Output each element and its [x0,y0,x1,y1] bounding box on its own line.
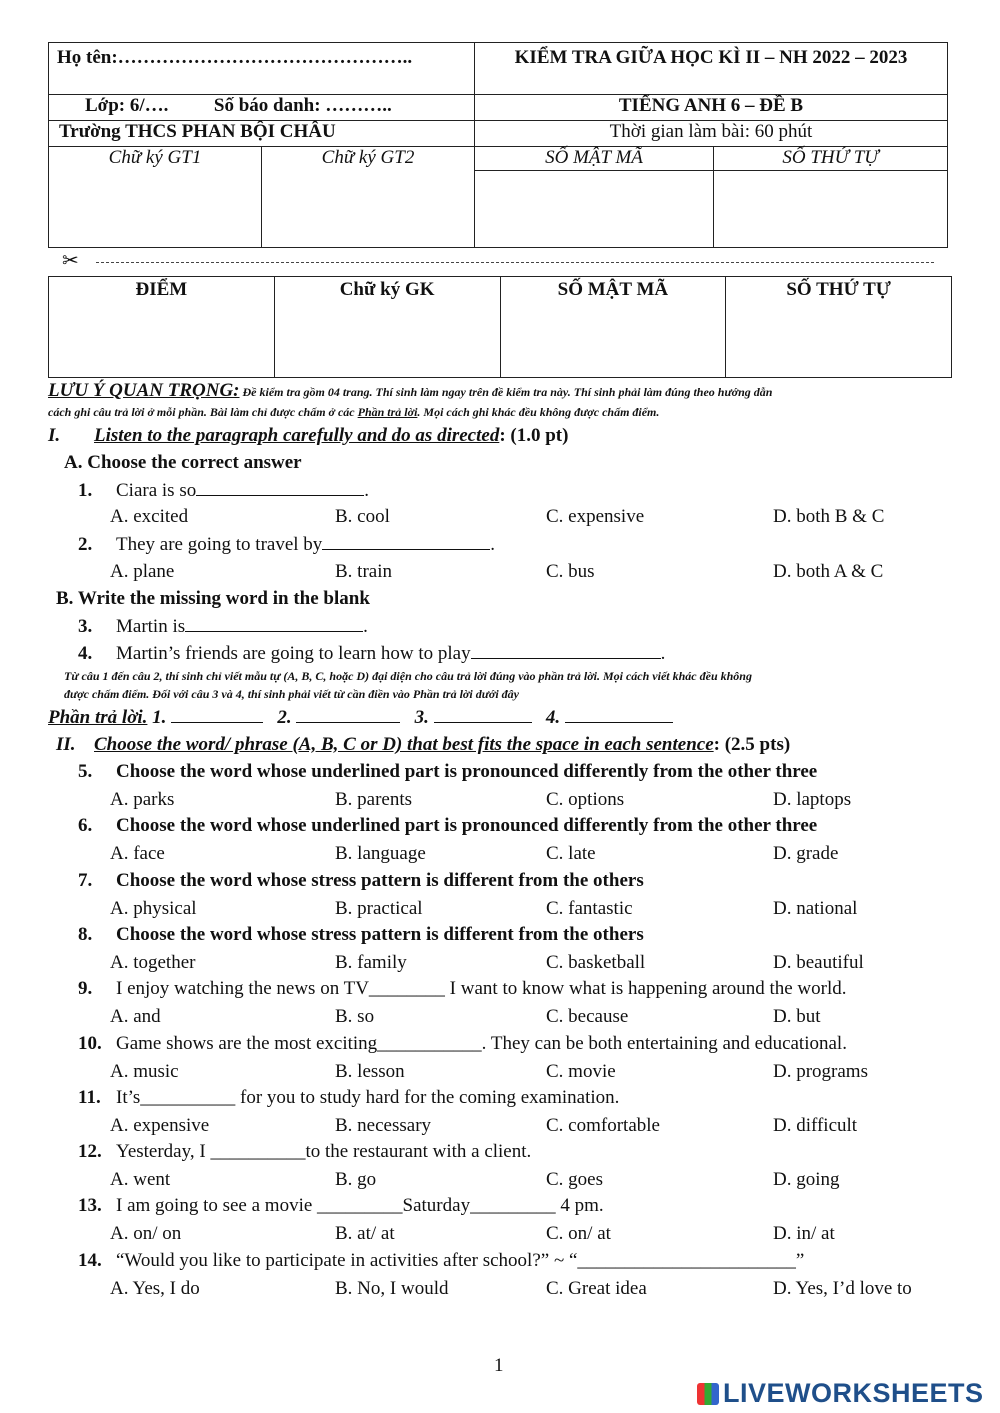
section-1-title: Listen to the paragraph carefully and do as directed [94,425,500,446]
question-text: Choose the word whose stress pattern is different from the others [116,923,644,945]
order-number-label: SỐ THỨ TỰ [714,147,948,171]
q1-option-c[interactable]: C. expensive [546,506,645,527]
q2-option-a[interactable]: A. plane [110,561,175,582]
question-text: Game shows are the most exciting___________. They can be both entertaining and educational. [116,1032,847,1054]
question-number: 4. [78,643,93,664]
q12-option-a[interactable]: A. went [110,1169,171,1191]
page-number: 1 [494,1355,504,1376]
q8-option-c[interactable]: C. basketball [546,951,646,973]
section-2-title: Choose the word/ phrase (A, B, C or D) that best fits the space in each sentence [94,734,714,755]
q12-option-c[interactable]: C. goes [546,1169,603,1191]
q14-option-b[interactable]: B. No, I would [335,1277,449,1299]
question-number: 9. [78,978,93,1000]
liveworksheets-logo [697,1378,984,1409]
question-6 [78,815,817,837]
section-1-points: : (1.0 pt) [499,425,569,446]
q12-option-d[interactable]: D. going [773,1169,840,1191]
question-13 [78,1195,604,1217]
liveworksheets-brand: LIVEWORKSHEETS [723,1378,984,1408]
part-b-heading: B. Write the missing word in the blank [56,588,370,609]
q10-option-c[interactable]: C. movie [546,1060,616,1082]
question-number: 8. [78,923,93,945]
q6-option-c[interactable]: C. late [546,843,596,865]
q13-option-c[interactable]: C. on/ at [546,1223,611,1245]
secret-code-box [475,171,714,248]
question-text: Martin is [116,616,186,637]
answer-blank[interactable] [322,533,490,550]
q1-option-d[interactable]: D. both B & C [773,506,885,527]
important-note [48,380,772,402]
note-text-2a: cách ghi câu trả lời ở mỗi phần. Bài làm chỉ được chấm ở các [48,405,358,419]
question-text: Choose the word whose underlined part is pronounced differently from the other three [116,815,818,837]
question-text: “Would you like to participate in activities after school?” ~ “_______________________” [116,1249,805,1271]
question-number: 12. [78,1141,102,1163]
question-end: . [660,643,666,664]
q10-option-a[interactable]: A. music [110,1060,179,1082]
question-number: 10. [78,1032,102,1054]
q8-option-d[interactable]: D. beautiful [773,951,864,973]
question-text: Ciara is so [116,480,197,501]
answer-blank[interactable] [185,615,363,632]
q13-option-a[interactable]: A. on/ on [110,1223,182,1245]
q14-option-a[interactable]: A. Yes, I do [110,1277,200,1299]
q5-option-b[interactable]: B. parents [335,789,413,810]
scissors-icon: ✂ [62,250,79,272]
question-end: . [363,616,368,637]
q11-option-b[interactable]: B. necessary [335,1114,432,1136]
question-text: It’s__________ for you to study hard for the coming examination. [116,1086,620,1108]
signature-gt1: Chữ ký GT1 [49,147,262,248]
question-number: 14. [78,1249,102,1271]
question-number: 5. [78,761,93,782]
question-end: . [490,534,496,555]
score-cell: ĐIỂM [49,277,275,378]
answer-number-1: 1. [152,707,167,728]
question-text: Choose the word whose stress pattern is different from the others [116,869,644,891]
answer-row [48,706,673,729]
q11-option-d[interactable]: D. difficult [773,1114,858,1136]
question-text: I am going to see a movie _________Saturday_________ 4 pm. [116,1195,604,1217]
order-number-box [714,171,948,248]
q14-option-c[interactable]: C. Great idea [546,1277,647,1299]
important-note-line2 [48,404,659,421]
q7-option-a[interactable]: A. physical [110,897,197,919]
instruction-line-2: được chấm điểm. Đối với câu 3 và 4, thí sinh phải viết từ cần điền vào Phần trả lời dưới đây [64,687,519,701]
question-text: Choose the word whose underlined part is pronounced differently from the other three [116,761,818,782]
answer-number-3: 3. [414,707,429,728]
section-2-points: : (2.5 pts) [713,734,791,755]
subject-title: TIẾNG ANH 6 – ĐỀ B [475,95,948,121]
q9-option-c[interactable]: C. because [546,1006,629,1028]
question-4 [78,642,665,665]
q8-option-b[interactable]: B. family [335,951,407,973]
liveworksheets-logo-icon [697,1383,719,1405]
question-text: Yesterday, I __________to the restaurant with a client. [116,1141,532,1163]
q9-option-b[interactable]: B. so [335,1006,375,1028]
q1-option-b[interactable]: B. cool [335,506,390,527]
q2-option-d[interactable]: D. both A & C [773,561,884,582]
q13-option-b[interactable]: B. at/ at [335,1223,395,1245]
q1-option-a[interactable]: A. excited [110,506,189,527]
order-number-cell: SỐ THỨ TỰ [726,277,952,378]
answer-blank[interactable] [471,642,661,659]
school-name: Trường THCS PHAN BỘI CHÂU [49,121,475,147]
answer-blank-3[interactable] [434,706,532,723]
question-10 [78,1033,847,1055]
exam-time: Thời gian làm bài: 60 phút [475,121,948,147]
q5-option-c[interactable]: C. options [546,789,625,810]
answer-blank-4[interactable] [565,706,673,723]
q6-option-a[interactable]: A. face [110,843,165,865]
section-1-heading [48,425,568,447]
question-number: 6. [78,815,93,837]
grader-signature-cell: Chữ ký GK [274,277,500,378]
q10-option-b[interactable]: B. lesson [335,1060,405,1082]
answer-label: Phần trả lời. [48,707,148,728]
answer-number-2: 2. [277,707,292,728]
class-id-row [49,95,475,121]
part-a-heading: A. Choose the correct answer [64,452,302,473]
class-field[interactable]: Lớp: 6/…. [85,95,169,116]
q7-option-c[interactable]: C. fantastic [546,897,633,919]
exam-header-table [48,42,948,248]
note-text-2c: . Mọi cách ghi khác đều không được chấm điểm. [417,405,660,419]
question-text: They are going to travel by [116,534,323,555]
q11-option-a[interactable]: A. expensive [110,1114,210,1136]
q6-option-b[interactable]: B. language [335,843,426,865]
q7-option-b[interactable]: B. practical [335,897,423,919]
note-text-1: Đề kiểm tra gồm 04 trang. Thí sinh làm ngay trên đề kiểm tra này. Thí sinh phải làm đúng theo hướng dẫn [239,385,773,399]
answer-blank[interactable] [196,479,364,496]
question-number: 3. [78,616,93,637]
note-answer-part: Phần trả lời [357,405,418,419]
name-field[interactable]: Họ tên:……………………………………….. [49,43,475,95]
signature-gt2: Chữ ký GT2 [262,147,475,248]
question-end: . [364,480,369,501]
q11-option-c[interactable]: C. comfortable [546,1114,660,1136]
answer-blank-2[interactable] [296,706,400,723]
question-number: 13. [78,1195,102,1217]
q10-option-d[interactable]: D. programs [773,1060,868,1082]
q2-option-b[interactable]: B. train [335,561,392,582]
question-number: 1. [78,480,93,501]
secret-code-cell: SỐ MẬT MÃ [500,277,726,378]
q6-option-d[interactable]: D. grade [773,843,839,865]
question-number: 2. [78,534,93,555]
question-14 [78,1250,804,1272]
q8-option-a[interactable]: A. together [110,951,196,973]
q12-option-b[interactable]: B. go [335,1169,377,1191]
question-7 [78,870,644,892]
answer-blank-1[interactable] [171,706,263,723]
answer-number-4: 4. [545,707,561,728]
question-8 [78,924,644,946]
q7-option-d[interactable]: D. national [773,897,858,919]
section-2-number: II. [56,734,76,755]
instruction-line-1: Từ câu 1 đến câu 2, thí sinh chỉ viết mẫu tự (A, B, C, hoặc D) đại diện cho câu trả lời đúng vào phần trả lời. Mọi cách viết khác đều không [64,669,752,683]
cut-line [96,262,934,263]
question-text: Martin’s friends are going to learn how to play [116,643,471,664]
student-id-field[interactable]: Số báo danh: ……….. [213,95,392,116]
q2-option-c[interactable]: C. bus [546,561,595,582]
score-table [48,276,952,378]
section-1-number: I. [48,425,61,446]
exam-title: KIỂM TRA GIỮA HỌC KÌ II – NH 2022 – 2023 [475,43,948,95]
question-number: 11. [78,1086,101,1108]
question-3 [78,615,368,638]
q5-option-a[interactable]: A. parks [110,789,175,810]
question-5 [78,761,817,783]
note-title: LƯU Ý QUAN TRỌNG: [48,380,240,401]
question-2 [78,533,495,556]
question-11 [78,1087,619,1109]
q9-option-a[interactable]: A. and [110,1006,161,1028]
question-1 [78,479,369,502]
question-9 [78,978,847,1000]
question-12 [78,1141,531,1163]
q13-option-d[interactable]: D. in/ at [773,1223,835,1245]
section-2-heading [56,734,790,756]
q14-option-d[interactable]: D. Yes, I’d love to [773,1277,912,1299]
question-number: 7. [78,869,93,891]
q5-option-d[interactable]: D. laptops [773,789,852,810]
secret-code-label: SỐ MẬT MÃ [475,147,714,171]
q9-option-d[interactable]: D. but [773,1006,821,1028]
question-text: I enjoy watching the news on TV________ I want to know what is happening around the world. [116,978,847,1000]
